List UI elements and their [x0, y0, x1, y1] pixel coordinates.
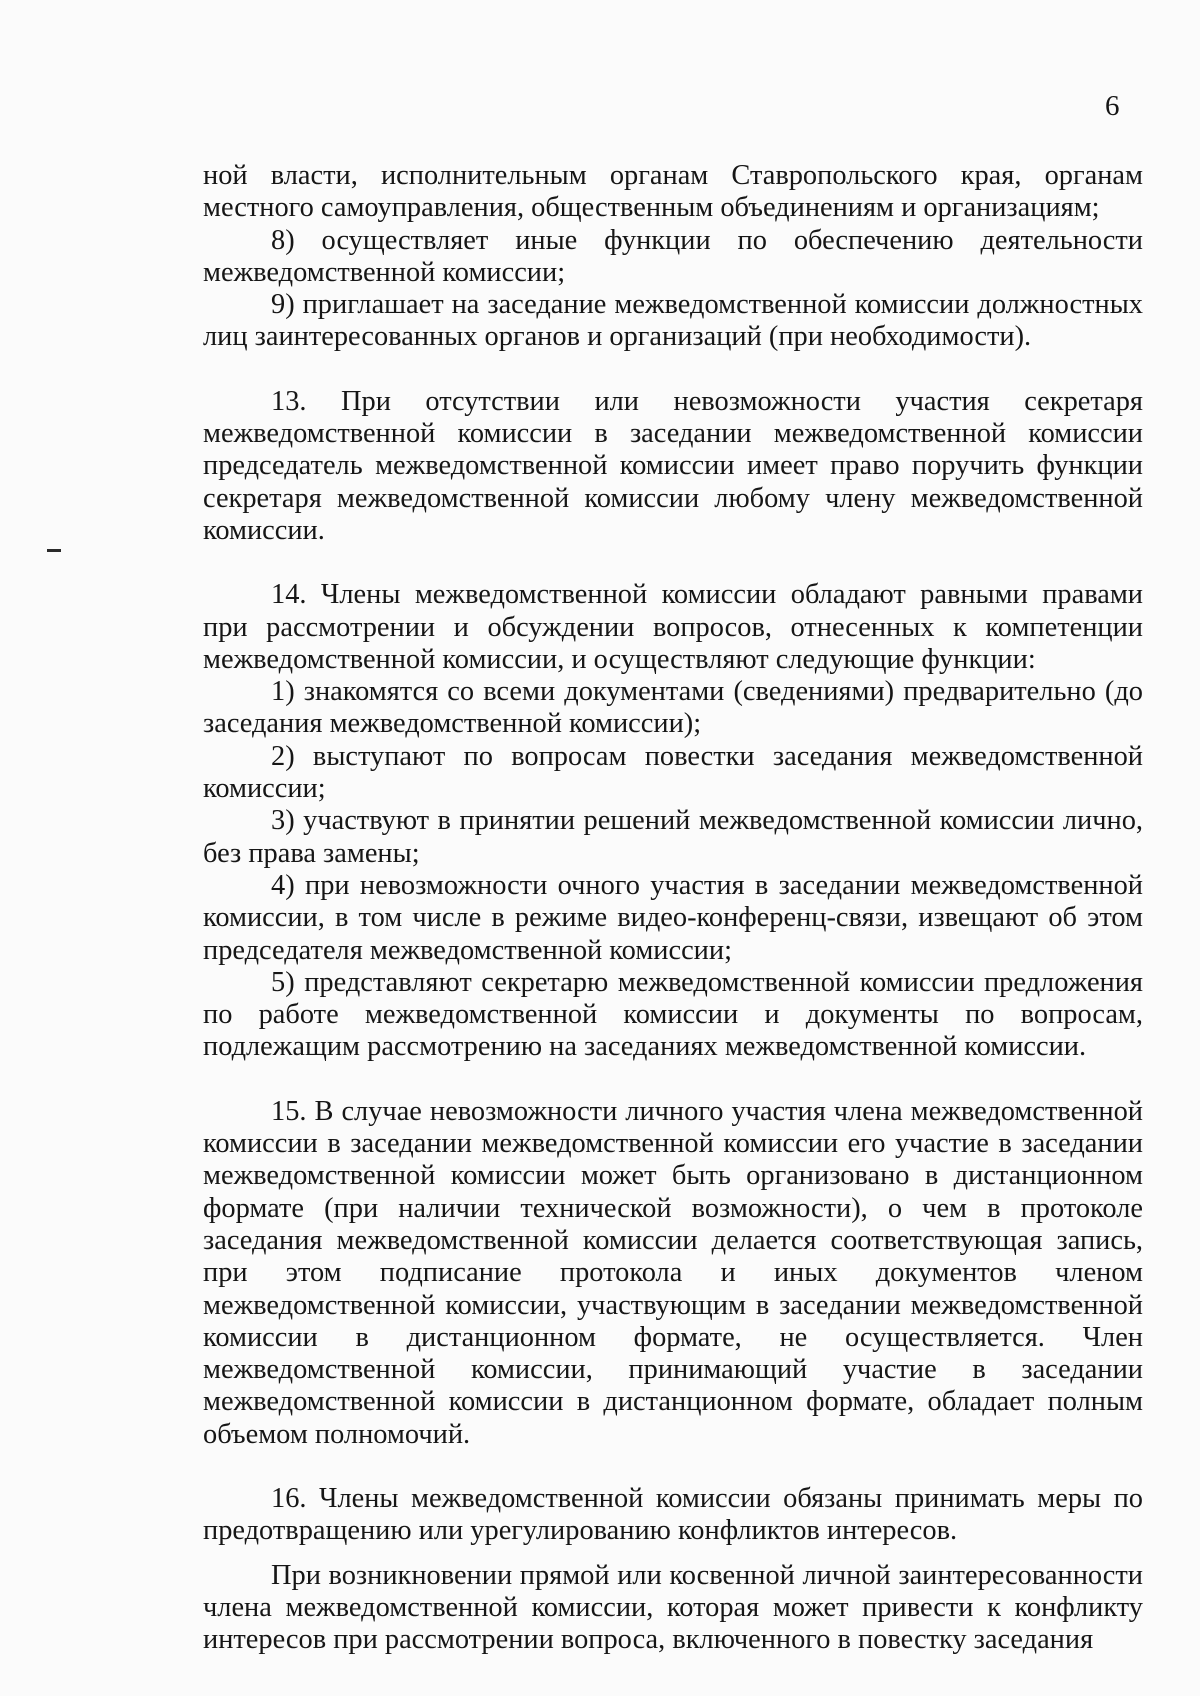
list-item-4: 4) при невозможности очного участия в заседании межведомственной комиссии, в том числе в режиме видео-конференц-связи, извещают об этом председателя межведомственной комиссии;: [203, 869, 1143, 966]
section-16: 16. Члены межведомственной комиссии обязаны принимать меры по предотвращению или урегулированию конфликтов интересов.: [203, 1482, 1143, 1547]
list-item-8: 8) осуществляет иные функции по обеспечению деятельности межведомственной комиссии;: [203, 224, 1143, 288]
section-16-paragraph-2: При возникновении прямой или косвенной личной заинтересованности члена межведомственной комиссии, которая может привести к конфликту интересов при рассмотрении вопроса, включенного в повестку заседания: [203, 1559, 1143, 1656]
margin-mark: [47, 549, 61, 552]
paragraph-continuation: ной власти, исполнительным органам Ставропольского края, органам местного самоуправления, общественным объединениям и организациям;: [203, 160, 1143, 224]
list-item-5: 5) представляют секретарю межведомственной комиссии предложения по работе межведомственной комиссии и документы по вопросам, подлежащим рассмотрению на заседаниях межведомственной комиссии.: [203, 966, 1143, 1063]
document-body: [203, 160, 1143, 1656]
list-item-3: 3) участвуют в принятии решений межведомственной комиссии лично, без права замены;: [203, 805, 1143, 869]
list-item-9: 9) приглашает на заседание межведомственной комиссии должностных лиц заинтересованных органов и организаций (при необходимости).: [203, 289, 1143, 353]
section-13: 13. При отсутствии или невозможности участия секретаря межведомственной комиссии в заседании межведомственной комиссии председатель межведомственной комиссии имеет право поручить функции секретаря межведомственной комиссии любому члену межведомственной комиссии.: [203, 385, 1143, 546]
page-number: 6: [1105, 90, 1120, 122]
list-item-1: 1) знакомятся со всеми документами (сведениями) предварительно (до заседания межведомственной комиссии);: [203, 676, 1143, 740]
section-15: 15. В случае невозможности личного участия члена межведомственной комиссии в заседании межведомственной комиссии его участие в заседании межведомственной комиссии может быть организовано в дистанционном формате (при наличии технической возможности), о чем в протоколе заседания межведомственной комиссии делается соответствующая запись, при этом подписание протокола и иных документов членом межведомственной комиссии, участвующим в заседании межведомственной комиссии в дистанционном формате, не осуществляется. Член межведомственной комиссии, принимающий участие в заседании межведомственной комиссии в дистанционном формате, обладает полным объемом полномочий.: [203, 1095, 1143, 1450]
list-item-2: 2) выступают по вопросам повестки заседания межведомственной комиссии;: [203, 740, 1143, 805]
section-14: 14. Члены межведомственной комиссии обладают равными правами при рассмотрении и обсуждении вопросов, отнесенных к компетенции межведомственной комиссии, и осуществляют следующие функции:: [203, 579, 1143, 675]
